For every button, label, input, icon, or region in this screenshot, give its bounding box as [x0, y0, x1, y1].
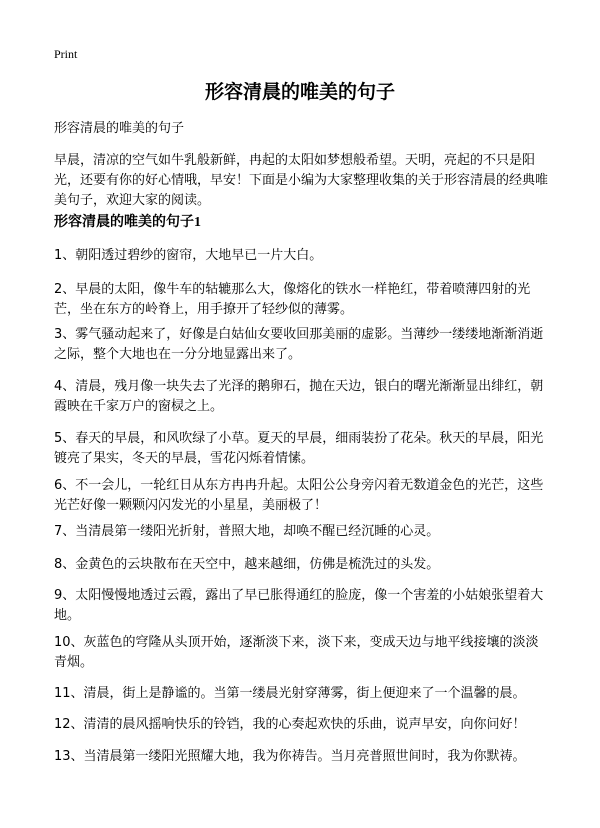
article-subtitle: 形容清晨的唯美的句子 — [54, 121, 185, 136]
list-item: 3、雾气骚动起来了，好像是白姑仙女要收回那美丽的虚影。当薄纱一缕缕地渐渐消逝之际，整个大地也在一分分地显露出来了。 — [54, 327, 544, 362]
list-item: 2、早晨的太阳，像牛车的轱辘那么大，像熔化的铁水一样艳红，带着喷薄四射的光芒，坐在东方的岭脊上，用手撩开了轻纱似的薄雾。 — [54, 282, 531, 317]
list-item: 6、不一会儿，一轮红日从东方冉冉升起。太阳公公身旁闪着无数道金色的光芒，这些光芒好像一颗颗闪闪发光的小星星，美丽极了！ — [54, 478, 544, 513]
print-link[interactable]: Print — [54, 47, 78, 61]
list-item: 7、当清晨第一缕阳光折射，普照大地，却唤不醒已经沉睡的心灵。 — [54, 524, 440, 539]
intro-paragraph: 早晨，清凉的空气如牛乳般新鲜，冉起的太阳如梦想般希望。天明，亮起的不只是阳光，还要有你的好心情哦，早安！下面是小编为大家整理收集的关于形容清晨的经典唯美句子，欢迎大家的阅读。 — [54, 153, 549, 208]
list-item: 9、太阳慢慢地透过云霞，露出了早已胀得通红的脸庞，像一个害羞的小姑娘张望着大地。 — [54, 588, 544, 623]
list-item: 13、当清晨第一缕阳光照耀大地，我为你祷告。当月亮普照世间时，我为你默祷。 — [54, 749, 526, 764]
list-item: 4、清晨，残月像一块失去了光泽的鹅卵石，抛在天边，银白的曙光渐渐显出绯红，朝霞映在千家万户的窗棂之上。 — [54, 379, 544, 414]
list-item: 11、清晨，街上是静谧的。当第一缕晨光射穿薄雾，街上便迎来了一个温馨的晨。 — [54, 686, 526, 701]
section-heading: 形容清晨的唯美的句子1 — [54, 215, 201, 230]
list-item: 5、春天的早晨，和风吹绿了小草。夏天的早晨，细雨装扮了花朵。秋天的早晨，阳光镀亮了果实，冬天的早晨，雪花闪烁着情愫。 — [54, 431, 544, 466]
list-item: 10、灰蓝色的穹隆从头顶开始，逐渐淡下来，淡下来，变成天边与地平线接壤的淡淡青烟。 — [54, 635, 539, 670]
list-item: 8、金黄色的云块散布在天空中，越来越细，仿佛是梳洗过的头发。 — [54, 557, 440, 572]
list-item: 12、清清的晨风摇响快乐的铃铛，我的心奏起欢快的乐曲，说声早安，向你问好！ — [54, 717, 526, 732]
list-item: 1、朝阳透过碧纱的窗帘，大地早已一片大白。 — [54, 248, 323, 263]
page-title: 形容清晨的唯美的句子 — [204, 81, 395, 103]
